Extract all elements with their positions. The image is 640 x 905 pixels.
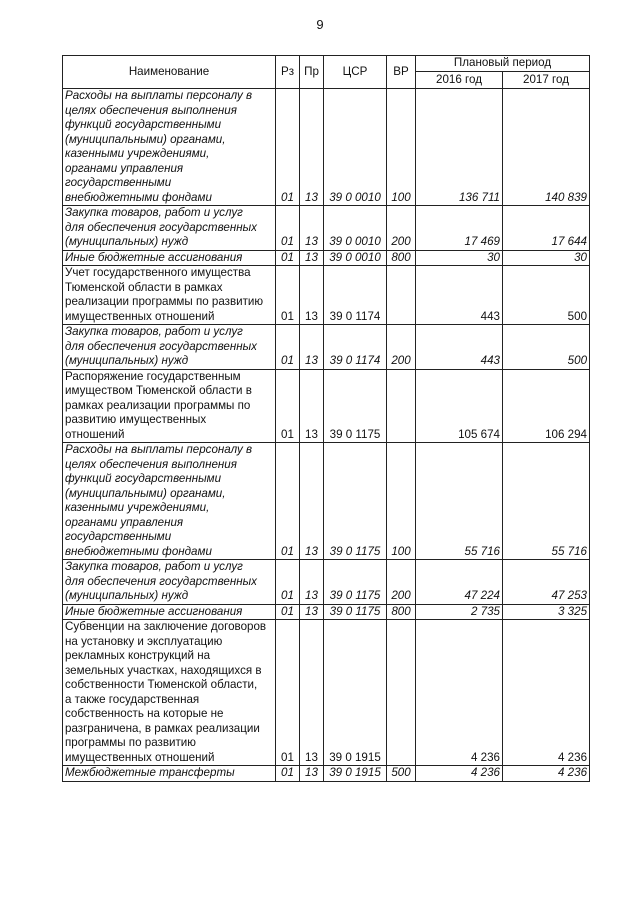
row-value-2016: 30 <box>416 250 503 266</box>
row-value-2016: 4 236 <box>416 766 503 782</box>
row-name: Иные бюджетные ассигнования <box>63 250 276 266</box>
row-value-2016: 55 716 <box>416 443 503 560</box>
row-value-2017: 17 644 <box>503 206 590 251</box>
row-name: Межбюджетные трансферты <box>63 766 276 782</box>
row-value-2017: 500 <box>503 266 590 325</box>
row-rz: 01 <box>276 89 300 206</box>
row-value-2016: 105 674 <box>416 369 503 443</box>
row-name: Иные бюджетные ассигнования <box>63 604 276 620</box>
table-row <box>63 604 590 620</box>
row-rz: 01 <box>276 443 300 560</box>
row-value-2017: 500 <box>503 325 590 370</box>
row-pr: 13 <box>300 325 324 370</box>
row-value-2017: 47 253 <box>503 560 590 605</box>
row-name: Учет государственного имущества Тюменской области в рамках реализации программы по развитию имущественных отношений <box>63 266 276 325</box>
row-rz: 01 <box>276 766 300 782</box>
row-pr: 13 <box>300 250 324 266</box>
row-vr: 100 <box>387 89 416 206</box>
table-row <box>63 369 590 443</box>
row-name: Субвенции на заключение договоров на установку и эксплуатацию рекламных конструкций на земельных участках, находящихся в собственности Тюменской области, а также государственная собственность на которые не разграничена, в рамках реализации программы по развитию имущественных отношений <box>63 620 276 766</box>
row-csr: 39 0 1175 <box>324 443 387 560</box>
row-pr: 13 <box>300 443 324 560</box>
row-value-2017: 55 716 <box>503 443 590 560</box>
row-csr: 39 0 0010 <box>324 89 387 206</box>
row-csr: 39 0 1175 <box>324 369 387 443</box>
row-vr: 200 <box>387 560 416 605</box>
row-rz: 01 <box>276 604 300 620</box>
row-vr: 800 <box>387 250 416 266</box>
row-value-2016: 4 236 <box>416 620 503 766</box>
table-row <box>63 443 590 560</box>
table-body <box>63 89 590 782</box>
header-row <box>63 56 590 72</box>
row-value-2016: 136 711 <box>416 89 503 206</box>
row-csr: 39 0 1175 <box>324 560 387 605</box>
row-value-2017: 106 294 <box>503 369 590 443</box>
header-vr: ВР <box>387 56 416 89</box>
row-vr <box>387 266 416 325</box>
row-pr: 13 <box>300 620 324 766</box>
row-rz: 01 <box>276 369 300 443</box>
row-vr <box>387 620 416 766</box>
row-pr: 13 <box>300 766 324 782</box>
table-row <box>63 766 590 782</box>
header-pr: Пр <box>300 56 324 89</box>
row-vr: 200 <box>387 206 416 251</box>
header-year-2016: 2016 год <box>416 72 503 89</box>
table-row <box>63 560 590 605</box>
row-pr: 13 <box>300 206 324 251</box>
table-row <box>63 206 590 251</box>
row-rz: 01 <box>276 325 300 370</box>
row-value-2017: 30 <box>503 250 590 266</box>
row-name: Закупка товаров, работ и услуг для обеспечения государственных (муниципальных) нужд <box>63 325 276 370</box>
row-value-2017: 4 236 <box>503 766 590 782</box>
row-csr: 39 0 0010 <box>324 250 387 266</box>
row-pr: 13 <box>300 560 324 605</box>
table-row <box>63 325 590 370</box>
row-name: Закупка товаров, работ и услуг для обеспечения государственных (муниципальных) нужд <box>63 206 276 251</box>
row-value-2016: 47 224 <box>416 560 503 605</box>
row-value-2016: 443 <box>416 325 503 370</box>
row-vr <box>387 369 416 443</box>
row-rz: 01 <box>276 266 300 325</box>
row-csr: 39 0 1915 <box>324 766 387 782</box>
row-value-2017: 4 236 <box>503 620 590 766</box>
row-name: Расходы на выплаты персоналу в целях обеспечения выполнения функций государственными (муниципальными) органами, казенными учреждениями, органами управления государственными внебюджетными фондами <box>63 443 276 560</box>
table-row <box>63 89 590 206</box>
table-row <box>63 266 590 325</box>
row-pr: 13 <box>300 266 324 325</box>
row-csr: 39 0 1175 <box>324 604 387 620</box>
row-rz: 01 <box>276 206 300 251</box>
row-vr: 800 <box>387 604 416 620</box>
row-pr: 13 <box>300 89 324 206</box>
page-number: 9 <box>316 17 324 32</box>
row-name: Расходы на выплаты персоналу в целях обеспечения выполнения функций государственными (муниципальными) органами, казенными учреждениями, органами управления государственными внебюджетными фондами <box>63 89 276 206</box>
row-pr: 13 <box>300 369 324 443</box>
row-vr: 500 <box>387 766 416 782</box>
row-pr: 13 <box>300 604 324 620</box>
budget-table <box>62 55 590 782</box>
row-name: Закупка товаров, работ и услуг для обеспечения государственных (муниципальных) нужд <box>63 560 276 605</box>
row-value-2016: 2 735 <box>416 604 503 620</box>
header-plan-period: Плановый период <box>416 56 590 72</box>
row-vr: 200 <box>387 325 416 370</box>
row-rz: 01 <box>276 620 300 766</box>
row-vr: 100 <box>387 443 416 560</box>
header-year-2017: 2017 год <box>503 72 590 89</box>
header-name: Наименование <box>63 56 276 89</box>
header-csr: ЦСР <box>324 56 387 89</box>
row-csr: 39 0 1174 <box>324 266 387 325</box>
row-value-2016: 443 <box>416 266 503 325</box>
row-csr: 39 0 1915 <box>324 620 387 766</box>
row-rz: 01 <box>276 250 300 266</box>
table-row <box>63 620 590 766</box>
row-csr: 39 0 0010 <box>324 206 387 251</box>
row-value-2016: 17 469 <box>416 206 503 251</box>
row-value-2017: 140 839 <box>503 89 590 206</box>
row-value-2017: 3 325 <box>503 604 590 620</box>
row-name: Распоряжение государственным имуществом Тюменской области в рамках реализации программы по развитию имущественных отношений <box>63 369 276 443</box>
row-rz: 01 <box>276 560 300 605</box>
header-rz: Рз <box>276 56 300 89</box>
row-csr: 39 0 1174 <box>324 325 387 370</box>
table-row <box>63 250 590 266</box>
